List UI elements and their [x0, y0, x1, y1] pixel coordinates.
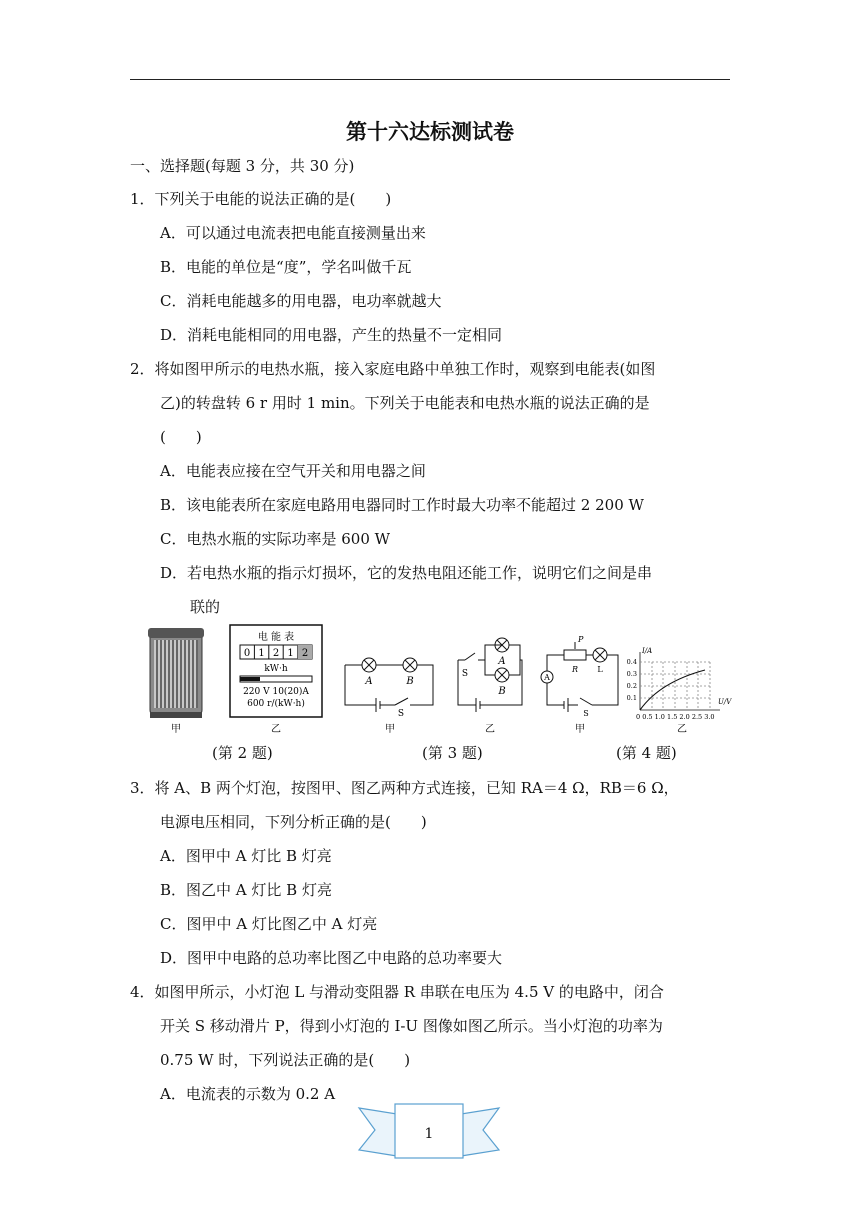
q3-option-c: C．图甲中 A 灯比图乙中 A 灯亮 — [160, 915, 378, 933]
meter-digit-5: 2 — [301, 648, 309, 659]
fig4-label-s: S — [583, 709, 589, 718]
figures-row — [140, 620, 740, 740]
page-number-ribbon — [357, 1100, 501, 1162]
graph-xticks: 0 0.5 1.0 1.5 2.0 2.5 3.0 — [636, 713, 715, 721]
fig2-yi-label: 乙 — [271, 724, 281, 735]
fig3-yi-label-a: A — [498, 656, 506, 667]
page-number: 1 — [424, 1126, 434, 1142]
q3-stem-line2: 电源电压相同，下列分析正确的是( ) — [160, 813, 427, 831]
fig3-yi-label: 乙 — [485, 724, 495, 735]
meter-digit-3: 2 — [272, 648, 280, 659]
q3-option-d: D．图甲中电路的总功率比图乙中电路的总功率要大 — [160, 949, 503, 967]
q1-stem: 1．下列关于电能的说法正确的是( ) — [130, 190, 392, 208]
q2-option-d-line2: 联的 — [190, 598, 221, 616]
q2-stem-line3: ( ) — [160, 428, 202, 446]
q1-option-b: B．电能的单位是“度”，学名叫做千瓦 — [160, 258, 412, 276]
ammeter-symbol: A — [544, 673, 550, 682]
meter-unit: kW·h — [264, 664, 288, 674]
meter-constant: 600 r/(kW·h) — [247, 699, 305, 709]
fig3-jia-label-s: S — [397, 709, 405, 719]
meter-digit-4: 1 — [287, 648, 294, 659]
fig3-jia-label-b: B — [406, 676, 414, 687]
fig3-jia-label: 甲 — [385, 724, 395, 735]
fig2-jia-label: 甲 — [171, 724, 181, 735]
caption-q4: (第 4 题) — [616, 744, 677, 762]
fig3-yi-label-s: S — [461, 669, 469, 679]
fig4-jia-label: 甲 — [575, 724, 585, 735]
header-rule — [130, 79, 730, 80]
q2-stem-line1: 2．将如图甲所示的电热水瓶，接入家庭电路中单独工作时，观察到电能表(如图 — [130, 360, 656, 378]
q4-option-a: A．电流表的示数为 0.2 A — [160, 1085, 336, 1103]
fig4-label-l: L — [597, 665, 603, 674]
fig4-circuit — [541, 642, 618, 712]
meter-digit-1: 0 — [243, 648, 251, 659]
q1-option-d: D．消耗电能相同的用电器，产生的热量不一定相同 — [160, 326, 503, 344]
q2-stem-line2: 乙)的转盘转 6 r 用时 1 min。下列关于电能表和电热水瓶的说法正确的是 — [160, 394, 650, 412]
meter-title: 电 能 表 — [257, 632, 295, 643]
graph-xlabel: U/V — [718, 698, 732, 706]
q3-option-b: B．图乙中 A 灯比 B 灯亮 — [160, 881, 332, 899]
q2-option-b: B．该电能表所在家庭电路用电器同时工作时最大功率不能超过 2 200 W — [160, 496, 644, 514]
caption-q3: (第 3 题) — [422, 744, 483, 762]
fig4-label-p: P — [578, 635, 584, 644]
q4-stem-line1: 4．如图甲所示，小灯泡 L 与滑动变阻器 R 串联在电压为 4.5 V 的电路中，闭合 — [130, 983, 664, 1001]
caption-q2: (第 2 题) — [212, 744, 273, 762]
q1-option-c: C．消耗电能越多的用电器，电功率就越大 — [160, 292, 442, 310]
fig3-jia-label-a: A — [365, 676, 373, 687]
fig3-yi-label-b: B — [498, 686, 506, 697]
section-heading: 一、选择题(每题 3 分，共 30 分) — [130, 157, 355, 175]
q4-stem-line3: 0.75 W 时，下列说法正确的是( ) — [160, 1051, 411, 1069]
graph-ytick-2: 0.3 — [626, 670, 637, 678]
page-title: 第十六达标测试卷 — [346, 120, 514, 144]
fig3-series-circuit — [345, 658, 433, 712]
meter-digit-2: 1 — [258, 648, 265, 659]
fig4-label-r: R — [571, 665, 579, 674]
iu-graph — [640, 652, 720, 710]
energy-meter-figure — [230, 625, 322, 717]
q2-option-a: A．电能表应接在空气开关和用电器之间 — [160, 462, 426, 480]
graph-ytick-3: 0.2 — [626, 682, 637, 690]
meter-rating: 220 V 10(20)A — [243, 687, 309, 697]
q1-option-a: A．可以通过电流表把电能直接测量出来 — [160, 224, 426, 242]
q2-option-c: C．电热水瓶的实际功率是 600 W — [160, 530, 391, 548]
q3-stem-line1: 3．将 A、B 两个灯泡，按图甲、图乙两种方式连接，已知 RA＝4 Ω，RB＝6 Ω， — [130, 779, 679, 797]
graph-ytick-1: 0.4 — [626, 658, 637, 666]
fig4-yi-label: 乙 — [677, 724, 687, 735]
thermos-figure — [148, 628, 204, 718]
graph-ytick-4: 0.1 — [626, 694, 637, 702]
q2-option-d-line1: D．若电热水瓶的指示灯损坏，它的发热电阻还能工作，说明它们之间是串 — [160, 564, 653, 582]
graph-ylabel: I/A — [642, 647, 653, 655]
q3-option-a: A．图甲中 A 灯比 B 灯亮 — [160, 847, 332, 865]
q4-stem-line2: 开关 S 移动滑片 P，得到小灯泡的 I-U 图像如图乙所示。当小灯泡的功率为 — [160, 1017, 663, 1035]
